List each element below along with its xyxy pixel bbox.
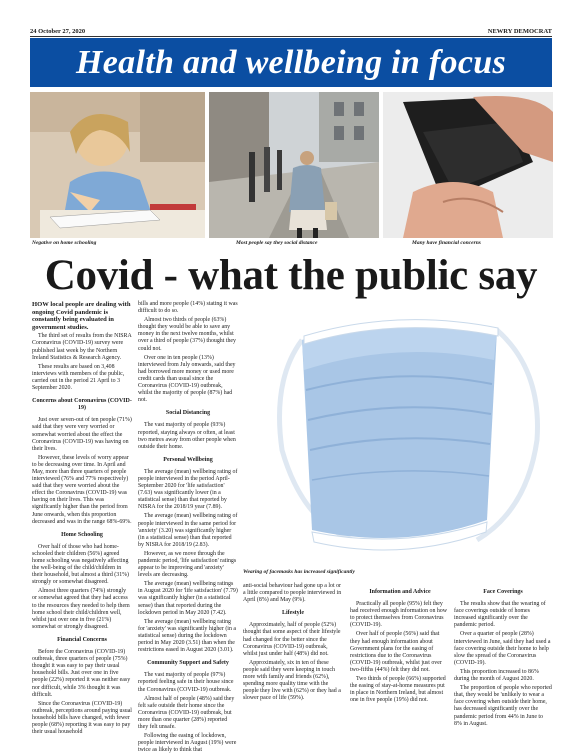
paragraph: Before the Coronavirus (COVID-19) outbreak, three quarters of people (75%) thought it was easy to pay their usual household bills. Just over one in five people (22%) reported it was neither easy nor difficult, while 3% thought it was difficult. [32,649,131,698]
article-column-1 [32,301,132,738]
subheading: Home Schooling [61,531,103,538]
paragraph: bills and more people (14%) stating it was difficult to do so. [138,301,238,315]
paragraph: Over half of those who had home-schooled their children (56%) agreed home schooling was negatively affecting the well-being of the child/children in their household, but almost a third (31%) strongly or somewhat disagreed. [32,543,130,586]
article-column-2 [138,301,238,756]
section-banner: Health and wellbeing in focus [30,38,552,87]
article-headline: Covid - what the public say [44,252,538,299]
paragraph: Approximately, six in ten of these people said they were keeping in touch more with family and friends (62%), spending more quality time with the people they live with (62%) or they had a slower pace of life (59%). [243,659,341,702]
paragraph: The average (mean) wellbeing rating of people interviewed in the period April-September 2020 for 'life satisfaction' (7.63) was significantly lower (in a statistical sense) than that reported by NISRA for the 2018/19 year (7.89). [138,468,238,511]
article-lead: HOW local people are dealing with ongoing Covid pandemic is constantly being evaluated in government studies. [32,301,131,331]
paragraph: Almost two thirds of people (63%) thought they would be able to save any money in the next twelve months, whilst over a third of people (37%) thought they could not. [138,317,236,352]
subheading: Financial Concerns [57,636,107,643]
paragraph: Almost three quarters (74%) strongly or somewhat agreed that they had access to the resources they needed to help them home school their child/children well, whilst just over one in five (21%) somewhat or strongly disagreed. [32,588,130,630]
paragraph: The third set of results from the NISRA Coronavirus (COVID-19) survey were published last week by the Northern Ireland Statistics & Research Agency. [32,333,132,361]
paragraph: Practically all people (95%) felt they had received enough information on how to protect themselves from Coronavirus (COVID-19). [350,601,448,629]
paragraph: Since the Coronavirus (COVID-19) outbreak, perceptions around paying usual household bills have changed, with fewer people (68%) reporting it was easy to pay their usual household [32,700,132,736]
paragraph: The average (mean) wellbeing rating of people interviewed in the same period for 'anxiety' (3.20) was significantly higher (in a statistical sense) than that reported by NISRA for 2018/19 (2.83). [138,513,238,548]
article-column-4 [350,583,450,706]
paragraph: The average (mean) wellbeing rating for 'anxiety' was significantly higher (in a statistical sense) during the lockdown period in May 2020 (3.51) than when the restrictions eased in August 2020 (3.01). [138,618,236,654]
mask-photo-caption: Wearing of facemasks has increased significantly [243,569,355,575]
article-column-3 [243,583,343,704]
paragraph: Almost half of people (48%) said they felt safe outside their home since the Coronavirus (COVID-19) outbreak, but more than one quarter (28%) reported they felt unsafe. [138,695,235,730]
paragraph: However, as we move through the pandemic period, 'life satisfaction' ratings appear to be improving and 'anxiety' levels are decreasing. [138,550,237,579]
paragraph: The vast majority of people (93%) reported, staying always or often, at least two metres away from other people when outside their home. [138,422,236,450]
article-column-5 [454,583,552,730]
paragraph: The results show that the wearing of face coverings outside of homes increased significantly over the pandemic period. [454,601,546,629]
paragraph: anti-social behaviour had gone up a lot or a little compared to people interviewed in April (8%) and May (9%). [243,583,342,604]
page-header [30,27,552,37]
issue-date: 24 October 27, 2020 [30,28,86,35]
paragraph: Over half of people (56%) said that they had enough information about Government plans for the easing of restrictions due to the Coronavirus (COVID-19) outbreak, whilst just over two-fifths (44%) felt they did not. [350,631,442,673]
empty-wallet-photo [383,92,553,238]
subheading: Concerns about Coronavirus (COVID-19) [32,398,132,412]
paragraph: The vast majority of people (97%) reported feeling safe in their house since the Coronavirus (COVID-19) outbreak. [138,672,234,693]
subheading: Information and Advice [369,589,431,595]
subheading: Face Coverings [483,589,523,595]
paragraph: These results are based on 3,408 interviews with members of the public, carried out in the period 21 April to 3 September 2020. [32,363,125,392]
paragraph: Approximately, half of people (52%) thought that some aspect of their lifestyle had changed for the better since the Coronavirus (COVID-19) outbreak, whilst just under half (48%) did not. [243,622,341,657]
subheading: Community Support and Safety [147,660,229,667]
photo-caption-3: Many have financial concerns [412,240,481,246]
subheading: Social Distancing [165,410,211,417]
child-studying-photo [30,92,205,238]
subheading: Lifestyle [282,610,304,617]
paper-name: NEWRY DEMOCRAT [487,28,552,35]
street-pedestrians-photo [209,92,379,238]
paragraph: This proportion increased to 86% during the month of August 2020. [454,668,539,683]
photo-caption-2: Most people say they social distance [236,240,318,246]
paragraph: Over a quarter of people (28%) interviewed in June, said they had used a face covering outside their home to help slow the spread of the Coronavirus (COVID-19). [454,631,551,666]
paragraph: Over one in ten people (13%) interviewed from July onwards, said they had borrowed more money or used more credit cards than usual since the Coronavirus (COVID-19) outbreak, whilst the majority of people (87%) had not. [138,354,236,404]
paragraph: Two thirds of people (66%) supported the easing of stay-at-home measures put in place in Northern Ireland, but almost one in five people (19%) did not. [350,676,446,704]
photo-caption-1: Negative on home schooling [32,240,97,246]
subheading: Personal Wellbeing [163,456,213,463]
paragraph: Following the easing of lockdown, people interviewed in August (19%) were twice as likely to think that [138,733,237,754]
paragraph: The proportion of people who reported that, they would be 'unlikely to wear a face covering when outside their home, has decreased significantly over the pandemic period from 44% in June to 8% in August. [454,685,552,727]
paragraph: However, these levels of worry appear to be decreasing over time. In April and May, more than three quarters of people interviewed (76% and 77% respectively) said that they were worried about the effect the Coronavirus (COVID-19) was having on their lives. This was significantly higher than the period from June onwards, when this proportion decreased and was in the range 68%-69%. [32,454,132,525]
paragraph: The average (mean) wellbeing ratings in August 2020 for 'life satisfaction' (7.79) was significantly higher (in a statistical sense) than that reported during the lockdown period in May 2020 (7.42). [138,581,238,616]
paragraph: Just over seven-out of ten people (71%) said that they were very worried or somewhat worried about the effect the Coronavirus (COVID-19) was having on their lives. [32,417,132,452]
face-mask-photo [242,300,553,566]
